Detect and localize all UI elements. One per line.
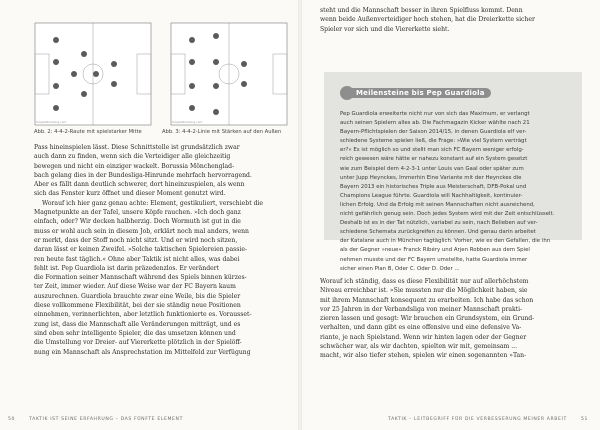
left-page-footer bbox=[8, 417, 183, 422]
text-line: ter Zeit, immer wieder. Auf diese Weise war der FC Bayern kaum bbox=[34, 283, 236, 291]
right-top-text bbox=[320, 6, 578, 34]
text-line: Worauf ich hier ganz genau achte: Element, gestikuliert, verschiebt die bbox=[42, 199, 264, 207]
text-line: einnehmen, verinnerlichten, aber letztlich funktionierte es. Vorausset- bbox=[34, 311, 252, 319]
caption-figure-3: Abb. 3: 4-4-2-Linie mit Stärken auf den Außen bbox=[162, 129, 282, 135]
formation-diagram-line bbox=[170, 22, 288, 126]
text-line: bach gelang dies in der Bundesliga-Hinrunde mehrfach hervorragend. bbox=[34, 171, 252, 179]
text-line: der Katalane auch in München tagtäglich. Vorher, wie es den Gefallen, die ihn bbox=[340, 238, 551, 245]
text-line: auch dann zu finden, wenn sich die Verteidiger alle gleichzeitig bbox=[34, 153, 231, 161]
left-page bbox=[0, 0, 298, 430]
text-line: Niveau erreichbar ist. »Sie mussten nur die Möglichkeit haben, sie bbox=[320, 287, 528, 295]
text-line: schiedene Systeme spielen ließ, die Frage: »Wie viel System verträgt bbox=[340, 138, 527, 145]
text-line: daran lässt er keinen Zweifel. »Solche taktischen Spielereien passie- bbox=[34, 246, 247, 254]
caption-figure-2: Abb. 2: 4-4-2-Raute mit spielstarker Mitte bbox=[34, 129, 142, 135]
running-footer-right: TAKTIK – LEITBEGRIFF FÜR DIE VERBESSERUNG MEINER ARBEIT bbox=[388, 417, 567, 422]
text-line: Spieler vor sich und die Viererkette sieht. bbox=[320, 25, 450, 33]
text-line: wenn beide Außenverteidiger hoch stehen, hat die Dreierkette sicher bbox=[320, 16, 535, 24]
text-line: zung ist, dass die Mannschaft alle Veränderungen mitträgt, und es bbox=[34, 320, 241, 328]
text-line: diese vollkommene Flexibilität, bei der sie ständig neue Positionen bbox=[34, 302, 241, 310]
right-page bbox=[302, 0, 600, 430]
sidebar-heading bbox=[340, 86, 491, 100]
info-sidebar-box bbox=[324, 72, 582, 272]
text-line: sicher einen Plan B, Oder C. Oder D. Oder ... bbox=[340, 265, 460, 272]
text-line: Bayern-Pflichtspielen der Saison 2014/15, in denen Guardiola elf ver- bbox=[340, 129, 527, 136]
left-body-text bbox=[34, 143, 278, 357]
text-line: als der Gegner »neue« Franck Ribéry und Arjen Robben aus dem Spiel bbox=[340, 247, 530, 254]
text-line: bewegen und nicht ein einziger wackelt. Borussia Mönchenglad- bbox=[34, 162, 235, 170]
text-line: muss er wohl auch sein in diesem Job, erklärt noch mal anders, wenn bbox=[34, 227, 249, 235]
text-line: fehlt ist. Pep Guardiola ist darin präzedenzlos. Er verändert bbox=[34, 264, 220, 272]
image-credit-b: fussballtraining.com bbox=[172, 120, 203, 124]
text-line: die Umstellung vor Dreier- auf Viererkette plötzlich in der Spielöff- bbox=[34, 339, 242, 347]
text-line: mit ihrem Mannschaft konsequent zu erarbeiten. Ich habe das schon bbox=[320, 296, 534, 304]
text-line: Worauf ich ständig, dass es diese Flexibilität nur auf allerhöchstem bbox=[320, 278, 529, 285]
formation-diagrams bbox=[34, 22, 292, 126]
text-line: schwächer war, als wir dachten, spielten wir mit, gemeinsam ... bbox=[320, 343, 518, 351]
text-line: lichen Erfolg. Und da Erfolg mit seinen Mannschaften nicht ausreichend, bbox=[340, 201, 535, 208]
text-line: Aber es fällt dann deutlich schwerer, dort hineinzuspielen, als wenn bbox=[34, 181, 245, 189]
text-line: steht und die Mannschaft besser in ihren Spielfluss kommt. Denn bbox=[320, 7, 523, 14]
text-line: nicht gefährlich genug sein. Doch jedes System wird mit der Zeit entschlüsselt. bbox=[340, 211, 555, 218]
sidebar-title: Meilensteine bis Pep Guardiola bbox=[348, 88, 491, 98]
image-credit-a: fussballtraining.com bbox=[36, 120, 67, 124]
formation-diagram-diamond bbox=[34, 22, 152, 126]
text-line: er merkt, dass der Stoff noch nicht sitzt. Und er wird noch sitzen, bbox=[34, 236, 238, 244]
right-bottom-text bbox=[320, 277, 578, 361]
text-line: Pep Guardiola erweiterte nicht nur von sich das Maximum, er verlangt bbox=[340, 111, 530, 117]
text-line: reich gewesen wäre hätte er nahezu konstant auf ein System gesetzt bbox=[340, 156, 528, 163]
running-footer-left: TAKTIK IST SEINE ERFAHRUNG – DAS FÜNFTE ELEMENT bbox=[29, 417, 183, 422]
text-line: ren heute fast täglich.« Ohne aber Taktik ist nicht alles, was dabei bbox=[34, 255, 240, 263]
text-line: er?« Es ist möglich so und stellt man sich FC Bayern weniger erfolg- bbox=[340, 147, 524, 154]
text-line: sich das Fenster kurz öffnet und dieser Moment genutzt wird. bbox=[34, 190, 226, 198]
text-line: nung ein Mannschaft als Ansprechstation im Mittelfeld zur Verfügung bbox=[34, 348, 251, 356]
text-line: unter Jupp Heynckes, Immerhin Eine Variante mit der Heynckes die bbox=[340, 174, 522, 181]
text-line: Magnetpunkte an der Tafel, unsere Köpfe rauchen. »Ich doch ganz bbox=[34, 209, 241, 217]
text-line: Pass hineinspielen lässt. Diese Schnittstelle ist grundsätzlich zwar bbox=[34, 144, 240, 151]
page-number-left: 50 bbox=[8, 417, 16, 422]
soccer-field-diagram-b bbox=[170, 22, 288, 126]
text-line: vor 25 Jahren in der Verbandsliga von meiner Mannschaft prakti- bbox=[320, 305, 523, 313]
right-page-footer bbox=[388, 417, 588, 422]
text-line: nehmen musste und der FC Bayern umstellte, hatte Guardiola immer bbox=[340, 256, 528, 263]
page-number-right: 51 bbox=[580, 417, 588, 422]
text-line: Bayern 2013 ein historisches Triple aus Meisterschaft, DFB-Pokal und bbox=[340, 183, 527, 190]
text-line: macht, wir also tiefer stehen, spielen wir einen sogenannten »Tan- bbox=[320, 352, 527, 360]
text-line: einfach, oder? Wir decken halbherzig. Doch Wormuth ist gut in die bbox=[34, 218, 241, 226]
text-line: zieren lassen und gesagt: Wir brauchen ein Grundsystem, ein Grund- bbox=[320, 315, 535, 323]
text-line: verhalten, und dann gibt es eine offensive und eine defensive Va- bbox=[320, 324, 522, 332]
text-line: sind eben sehr intelligente Spieler, die das umsetzen können und bbox=[34, 329, 236, 337]
text-line: riante, je nach Spielstand. Wenn wir hinten lagen oder der Gegner bbox=[320, 333, 527, 341]
text-line: auszurechnen. Guardiola brauchte zwar eine Weile, bis die Spieler bbox=[34, 292, 241, 300]
text-line: die Formation seiner Mannschaft während des Spiels binnen kürzes- bbox=[34, 274, 247, 282]
text-line: wie zum Beispiel dem 4-2-3-1 unter Louis van Gaal oder später zum bbox=[340, 165, 524, 172]
text-line: Champions League führte. Guardiola will Nachhaltigkeit, kontinuier- bbox=[340, 192, 523, 199]
soccer-field-diagram-a bbox=[34, 22, 152, 126]
text-line: Deshalb ist es in der Tat nützlich, variabel zu sein, nach Belieben auf ver- bbox=[340, 220, 538, 227]
text-line: schiedene Schemata zurückgreifen zu können. Und genau darin arbeitet bbox=[340, 229, 536, 236]
sidebar-text bbox=[340, 110, 566, 274]
text-line: auch seinen Spielern alles ab. Die Fachmagazin Kicker wählte nach 21 bbox=[340, 120, 530, 127]
